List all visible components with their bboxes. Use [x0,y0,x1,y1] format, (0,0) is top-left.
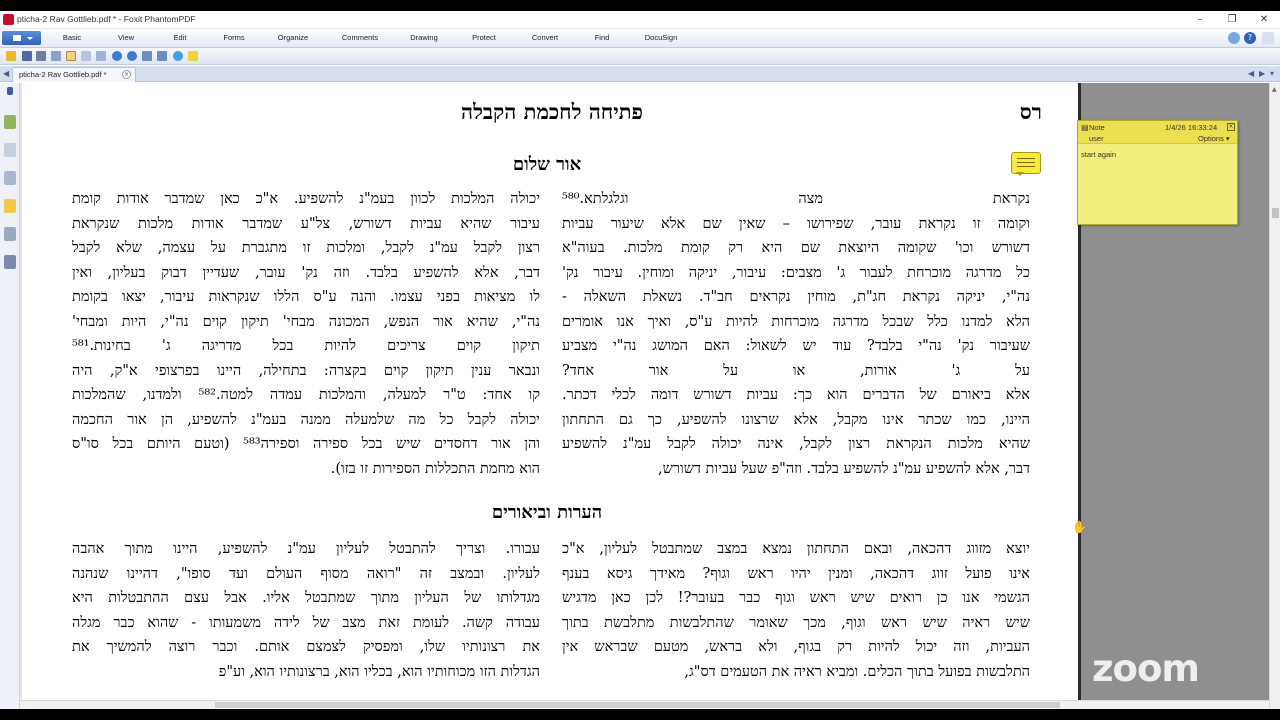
navigation-sidebar [0,83,20,709]
text-line: לו מציאות בפני עצמו. והנה ע"ס הללו שנקראות עיבור, יצאו בקומת [72,289,540,305]
document-tab-bar [0,66,1280,82]
hand-tool-icon[interactable] [66,51,76,61]
page-number: רס [1019,99,1042,124]
text-line: התלבשות בפועל בתוך הכלים. ומביא ראיה את הטעמים דס"ג, [684,663,1030,680]
note-type: Note [1089,123,1105,132]
tab-basic[interactable]: Basic [62,33,82,42]
tab-scroll-left-icon[interactable]: ◀ [3,69,10,78]
text-line: עבודה קשה. לעומת זאת מצב של לידה משמעותו - שהוא כבר מגלה [72,614,540,631]
note-date: 1/4/26 16:33:24 [1165,123,1218,132]
document-tab-label: pticha-2 Rav Gottlieb.pdf * [19,70,107,79]
text-line: הגשמי אנו כן רואים שיש ראש וגוף כבר בעובר?! לכן כאן מדגיש [562,590,1030,606]
pages-icon[interactable] [4,143,16,157]
tab-comments[interactable]: Comments [341,33,379,42]
text-line: רצון לקבל עמ"נ לקבל, ומלכות זו מתגברת על עצמה, שלא לקבל [72,240,540,256]
text-line: אינו פועל זווג דהכאה, ומנין יהיו ראש וגוף? מאידך גיסא בענף [562,565,1030,582]
back-arrow-icon[interactable] [112,51,122,61]
tab-protect[interactable]: Protect [472,33,496,42]
text-line: עבורו. וצריך להתבטל לעליון עמ"נ להשפיע, היינו מתוך אהבה [72,541,540,557]
text-line: העביות, וזה יכול להיות רק בגוף, ולא בראש, מטעם שבראש אין [562,639,1030,655]
wrench-icon[interactable] [1228,32,1240,44]
comments-icon[interactable] [4,199,16,213]
text-line: כל מדרגה מוכרחת לעבור ג' מצבים: עיבור, יניקה ומוחין. עיבור נק' [562,264,1030,281]
sticky-note-icon[interactable] [1011,152,1041,174]
text-line: שעיבור נק' נה"י בלבד? עוד יש לשאול: האם המושג נה"י מצביע [562,338,1030,354]
page-header-title: פתיחה לחכמת הקבלה [461,99,643,124]
tab-scroll-left-icon-right[interactable]: ◀ [1248,69,1255,78]
print-icon[interactable] [36,51,46,61]
text-line: הגדלות הזו מכוחותיו הוא, בכליו הוא, ברצונותיו הוא, וע"פ [218,663,540,680]
attachments-icon[interactable] [4,227,16,241]
text-line: דבר, אלא להשפיע בלבד. וזה נק' עובר, שעדיין דבוק בעליון, ואין [72,264,540,281]
title-bar [0,11,1280,29]
select-text-icon[interactable] [81,51,91,61]
open-folder-icon[interactable] [6,51,16,61]
tab-view[interactable]: View [117,33,135,42]
text-line: הלא למדנו כלל שבכל מדרגה מוכרחות להיות ע"ס, ואיך אנו אומרים [562,313,1030,330]
note-tool-icon[interactable] [188,51,198,61]
section-title-notes: הערות וביאורים [491,502,603,523]
text-line: שהיא מלכות הנקראת רצון לקבל, אינה יכולה לקבל עמ"נ להשפיע [562,436,1030,452]
note-close-icon[interactable]: × [1228,123,1234,130]
tab-scroll-right-icon[interactable]: ▶ [1259,69,1266,78]
tab-docusign[interactable]: DocuSign [644,33,678,42]
text-line: מגדלותו של העליון מתוך שמתבטל אליו. אבל עצם ההתבטלות היא [72,590,540,606]
window-title: pticha-2 Rav Gottlieb.pdf * - Foxit PhantomPDF [17,14,196,24]
redo-icon[interactable] [157,51,167,61]
text-line: הוא מחמת התכללות הספירות זו בזו). [330,460,540,477]
note-author: user [1089,134,1104,143]
note-popup[interactable] [1077,120,1238,225]
text-line: וקומה זו נקראת עובר, שפירושו – שאין שם אלא שיעור עביות [562,215,1030,232]
text-line: עיבור שהיא עביות דשורש, צל"ע שמדבר אודות מלכות שנקראת [72,215,540,232]
restore-button[interactable]: ❐ [1227,14,1237,25]
horizontal-scroll-thumb[interactable] [215,702,1060,708]
forward-arrow-icon[interactable] [127,51,137,61]
tab-edit[interactable]: Edit [173,33,187,42]
bookmarks-icon[interactable] [4,115,16,129]
text-line: ונבאר ענין תיקון קוים בקצרה: בתחילה, היינו בפרצופי א"ק, היה [72,362,540,379]
text-line: שיש ראיה שיש ראש וגוף, מכך שאומר שהתלבשות מתלבשת בתוך [562,614,1030,631]
note-text[interactable]: start again [1081,150,1117,159]
close-window-button[interactable]: ✕ [1259,14,1269,25]
quick-toolbar [0,48,1280,65]
vertical-scrollbar[interactable] [1269,83,1280,709]
expand-panel-icon[interactable] [7,87,13,95]
text-line: והן אור דחסדים שיש בכל ספירה וספירה⁵⁸³ (וטעם היותם בכל סו"ס [72,436,541,452]
text-line: תיקון קוים צריכים להיות בכל מדריגה ג' בחינות.⁵⁸¹ [72,338,540,354]
scroll-up-icon[interactable]: ▲ [1272,86,1277,93]
text-line: נה"י, שהיא אור הנפש, המכונה מבחי' תיקון קוים נה"י, היות ומבחי' [72,313,540,330]
text-line: על ג' אורות, או על אור אחד? [562,362,1030,379]
text-line: אלא ביאורם של הדברים הוא כך: עביות דשורש דומה לכלי דכתר. [562,387,1030,403]
note-options-menu[interactable]: Options ▾ [1198,134,1230,143]
signatures-icon[interactable] [4,255,16,269]
email-icon[interactable] [51,51,61,61]
pdf-page[interactable] [22,83,1078,709]
text-line: יכולה המלכות לכוון בעמ"נ להשפיע. א"כ כאן שמדבר אודות קומת [72,191,540,207]
file-menu-button[interactable] [2,31,41,45]
text-line: דבר, אלא להשפיע עמ"נ להשפיע בלבד. וזה"פ שעל עביות דשורש, [658,460,1030,477]
foxit-app-icon [3,14,14,25]
text-line: לעליון. ובמצב זה "רואה מסוף העולם ועד סופו", דהיינו שנהנה [72,565,540,582]
snapshot-icon[interactable] [96,51,106,61]
tab-organize[interactable]: Organize [277,33,309,42]
document-tab[interactable] [12,67,136,82]
text-line: קו אחד: ט"ר למעלה, והמלכות עמדה למטה.⁵⁸² ולמדנו, שהמלכות [72,387,540,403]
tab-drawing[interactable]: Drawing [410,33,438,42]
zoom-in-icon[interactable] [173,51,183,61]
text-line: נקראת מצה וגלגלתא.⁵⁸⁰ [562,191,1030,207]
text-line: נה"י, יניקה נקראת חג"ת, מוחין נקראים חב"ד. נשאלת השאלה - [562,289,1030,305]
text-line: דשורש וכו' שקומה היוצאת שם היא רק קומת מלכות. בעוה"א [562,240,1030,256]
collapse-ribbon-icon[interactable] [1262,32,1274,44]
section-title-or-shalom: אור שלום [512,154,582,175]
tab-forms[interactable]: Forms [223,33,245,42]
app-window [0,11,1280,709]
layers-icon[interactable] [4,171,16,185]
vertical-scroll-thumb[interactable] [1272,208,1279,218]
save-icon[interactable] [22,51,32,61]
hand-cursor-icon: ✋ [1072,520,1087,534]
zoom-watermark: zoom [1092,647,1199,690]
horizontal-scrollbar[interactable] [20,700,1269,709]
tab-find[interactable]: Find [594,33,610,42]
tab-list-icon[interactable]: ▾ [1270,69,1275,78]
ribbon-menu [0,29,1280,48]
help-icon[interactable]: ? [1244,32,1256,44]
close-tab-icon[interactable]: × [123,71,130,78]
text-line: יכולה לקבל כל מה שלמעלה ממנה בעמ"נ להשפיע, הן אור החכמה [72,411,540,428]
text-line: יוצא מזווג דהכאה, ובאם התחתון נמצא במצב שמתבטל לעליון, א"כ [562,541,1030,557]
minimize-button[interactable]: – [1197,14,1203,25]
text-line: היינו, כמו שכתר אינו מקבל, אלא שרצונו להשפיע, כך גם התחתון [562,411,1030,428]
tab-convert[interactable]: Convert [531,33,559,42]
text-line: את רצונותיו שלו, ומפסיק לצמצם אותם. וכבר רוצה להמשיך את [72,639,540,655]
note-small-icon: ▤ [1081,123,1089,132]
undo-icon[interactable] [142,51,152,61]
